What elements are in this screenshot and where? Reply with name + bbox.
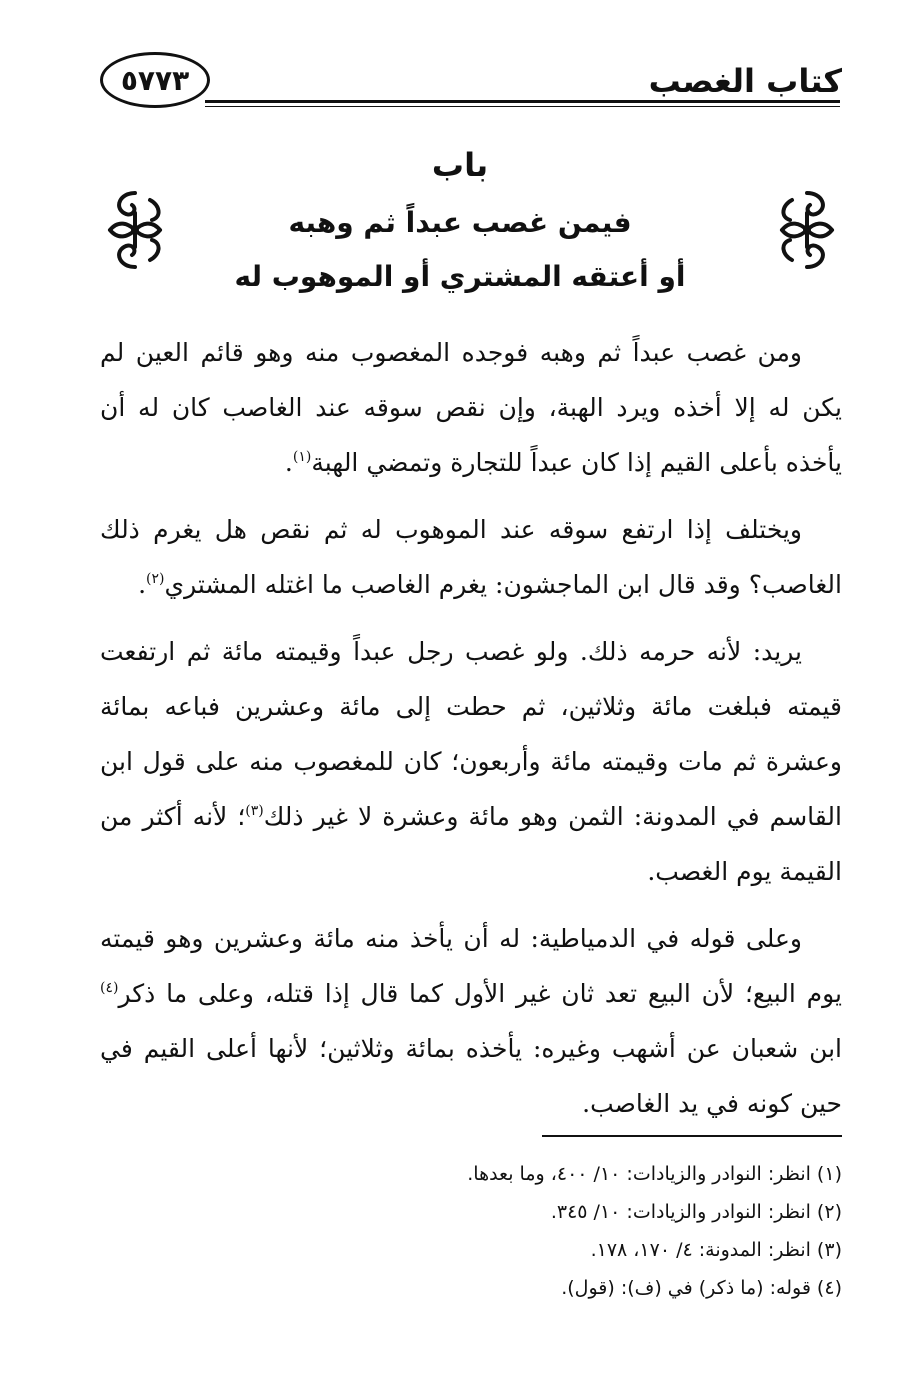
header-rule-thin	[205, 106, 840, 107]
footnote-ref-2: (٢)	[146, 571, 165, 587]
page-header	[0, 0, 920, 130]
chapter-title-line1: فيمن غصب عبداً ثم وهبه	[288, 206, 632, 239]
book-title: كتاب الغصب	[648, 62, 842, 100]
chapter-title-line2: أو أعتقه المشتري أو الموهوب له	[234, 260, 686, 293]
footnote-1: (١) انظر: النوادر والزيادات: ١٠/ ٤٠٠، وما بعدها.	[467, 1163, 842, 1185]
page-number: ٥٧٧٣	[100, 52, 210, 108]
body-text	[100, 325, 842, 1143]
paragraph-3: يريد: لأنه حرمه ذلك. ولو غصب رجل عبداً وقيمته مائة ثم ارتفعت قيمته فبلغت مائة وثلاثين، ثم حطت إلى مائة وعشرين فباعه بمائة وعشرة ثم مات وقيمته مائة وأربعون؛ كان للمغصوب منه على قول ابن القاسم في المدونة: الثمن وهو مائة وعشرة لا غير ذلك$^{(٣)}$؛ لأنه أكثر من القيمة يوم الغصب.	[100, 637, 842, 886]
chapter-heading	[200, 140, 720, 304]
footnote-3: (٣) انظر: المدونة: ٤/ ١٧٠، ١٧٨.	[590, 1239, 842, 1261]
footnote-separator	[542, 1135, 842, 1137]
footnote-2: (٢) انظر: النوادر والزيادات: ١٠/ ٣٤٥.	[550, 1201, 842, 1223]
footnote-ref-4: (٤)	[100, 980, 119, 996]
footnotes	[100, 1155, 842, 1307]
footnote-ref-3: (٣)	[245, 803, 264, 819]
footnote-4: (٤) قوله: (ما ذكر) في (ف): (قول).	[561, 1277, 842, 1299]
chapter-label: باب	[431, 146, 489, 184]
ornament-left-icon	[100, 185, 170, 275]
paragraph-2: ويختلف إذا ارتفع سوقه عند الموهوب له ثم نقص هل يغرم ذلك الغاصب؟ وقد قال ابن الماجشون: يغرم الغاصب ما اغتله المشتري$^{(٢)}$.	[100, 515, 842, 599]
paragraph-1: ومن غصب عبداً ثم وهبه فوجده المغصوب منه وهو قائم العين لم يكن له إلا أخذه ويرد الهبة، وإن نقص سوقه عند الغاصب كان له أن يأخذه بأعلى القيم إذا كان عبداً للتجارة وتمضي الهبة$^{(١)}$.	[100, 338, 842, 477]
paragraph-4: وعلى قوله في الدمياطية: له أن يأخذ منه مائة وعشرين وهو قيمته يوم البيع؛ لأن البيع تعد ثان غير الأول كما قال إذا قتله، وعلى ما ذكر$^{(٤)}$ ابن شعبان عن أشهب وغيره: يأخذه بمائة وثلاثين؛ لأنها أعلى القيم في حين كونه في يد الغاصب.	[100, 924, 842, 1118]
ornament-right-icon	[772, 185, 842, 275]
footnote-ref-1: (١)	[292, 449, 312, 465]
header-rule	[205, 100, 840, 103]
